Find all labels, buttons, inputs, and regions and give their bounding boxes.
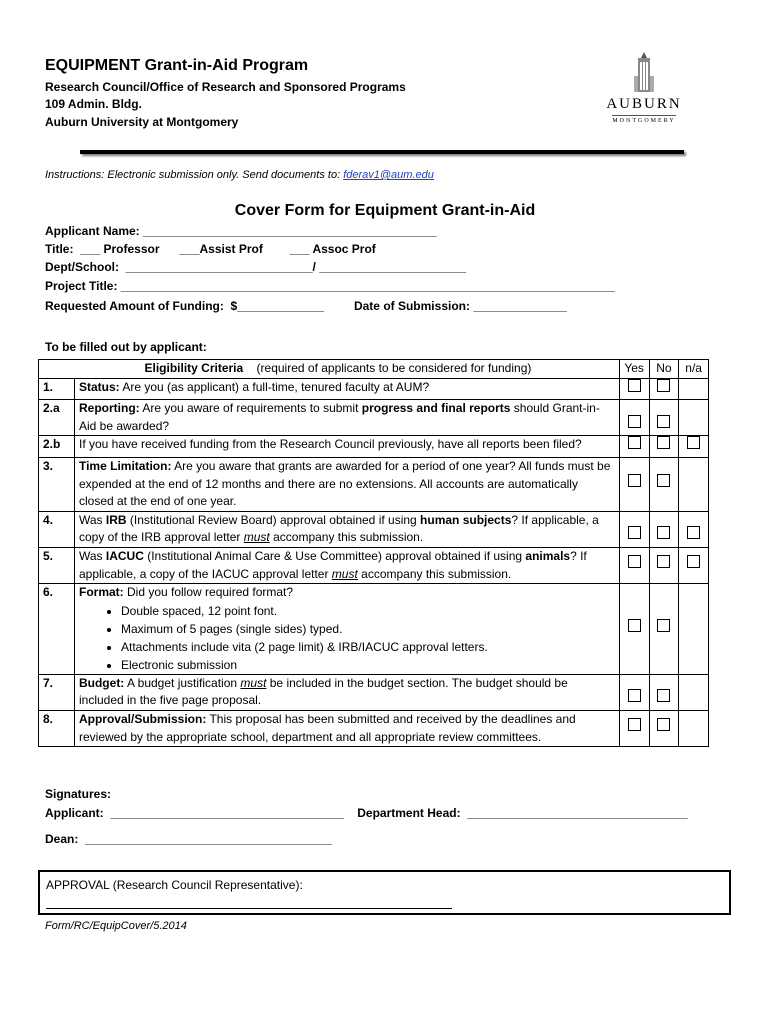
item-text: Was IACUC (Institutional Animal Care & Use Committee) approval obtained if using animals? If applicable, a copy of the IACUC approval letter must accompany this submission. — [74, 547, 619, 583]
na-cell — [679, 457, 709, 511]
item-text: Was IRB (Institutional Review Board) approval obtained if using human subjects? If applicable, a copy of the IRB approval letter must accompany this submission. — [74, 511, 619, 547]
no-checkbox[interactable] — [649, 457, 679, 511]
form-title: Cover Form for Equipment Grant-in-Aid — [234, 202, 536, 219]
item-text: Reporting: Are you aware of requirements to submit progress and final reports should Grant-in-Aid be awarded? — [74, 400, 619, 436]
item-number: 1. — [39, 378, 75, 400]
na-checkbox[interactable] — [679, 436, 709, 458]
yes-checkbox[interactable] — [619, 547, 649, 583]
criteria-title: Eligibility Criteria — [144, 361, 244, 375]
dept-school-field[interactable]: Dept/School: ____________________________/ ______________________ — [45, 260, 467, 274]
no-checkbox[interactable] — [649, 547, 679, 583]
table-row — [39, 436, 709, 458]
no-checkbox[interactable] — [649, 584, 679, 675]
form-code: Form/RC/EquipCover/5.2014 — [45, 920, 187, 932]
no-checkbox[interactable] — [649, 674, 679, 710]
item-text: If you have received funding from the Research Council previously, have all reports been filed? — [74, 436, 619, 458]
list-item: • Electronic submission — [121, 656, 615, 674]
no-checkbox[interactable] — [649, 436, 679, 458]
table-row — [39, 584, 709, 675]
list-item: • Attachments include vita (2 page limit) & IRB/IACUC approval letters. — [121, 638, 615, 656]
na-cell — [679, 710, 709, 746]
item-number: 4. — [39, 511, 75, 547]
criteria-note: (required of applicants to be considered for funding) — [256, 361, 532, 375]
item-number: 2.a — [39, 400, 75, 436]
na-checkbox[interactable] — [679, 547, 709, 583]
item-text: Format: Did you follow required format? • Double spaced, 12 point font. • Maximum of 5 pages (single sides) typed. • Attachments include vita (2 page limit) & IRB/IACUC approval letters. • Electronic submission — [74, 584, 619, 675]
building-line: 109 Admin. Bldg. — [45, 97, 142, 111]
title-field[interactable]: Title: ___ Professor ___Assist Prof ___ Assoc Prof — [45, 242, 376, 256]
eligibility-table — [38, 359, 709, 747]
yes-checkbox[interactable] — [619, 378, 649, 400]
applicant-signature-field[interactable]: Applicant: ___________________________________ Department Head: _________________________________ — [45, 806, 688, 820]
auburn-logo — [604, 52, 684, 134]
table-row — [39, 400, 709, 436]
no-header: No — [649, 360, 679, 379]
office-line: Research Council/Office of Research and Sponsored Programs — [45, 80, 406, 94]
item-number: 6. — [39, 584, 75, 675]
table-row — [39, 674, 709, 710]
funding-date-field[interactable]: Requested Amount of Funding: $_____________ Date of Submission: ______________ — [45, 299, 567, 313]
university-line: Auburn University at Montgomery — [45, 115, 239, 129]
criteria-header — [74, 360, 619, 379]
yes-checkbox[interactable] — [619, 674, 649, 710]
item-number: 5. — [39, 547, 75, 583]
na-cell — [679, 400, 709, 436]
header-rule — [80, 150, 684, 154]
yes-checkbox[interactable] — [619, 584, 649, 675]
applicant-name-field[interactable]: Applicant Name: ____________________________________________ — [45, 224, 437, 238]
na-header: n/a — [679, 360, 709, 379]
approval-box — [38, 870, 731, 915]
header-blank — [39, 360, 75, 379]
email-link[interactable]: fderav1@aum.edu — [343, 169, 434, 181]
dean-signature-field[interactable]: Dean: _____________________________________ — [45, 832, 332, 846]
logo-name: AUBURN — [606, 96, 682, 112]
program-title: EQUIPMENT Grant-in-Aid Program — [45, 57, 309, 74]
yes-checkbox[interactable] — [619, 436, 649, 458]
list-item: • Maximum of 5 pages (single sides) typed. — [121, 620, 615, 638]
item-text: Status: Are you (as applicant) a full-time, tenured faculty at AUM? — [74, 378, 619, 400]
no-checkbox[interactable] — [649, 710, 679, 746]
logo-divider — [612, 115, 676, 116]
yes-header: Yes — [619, 360, 649, 379]
table-row — [39, 710, 709, 746]
item-number: 8. — [39, 710, 75, 746]
no-checkbox[interactable] — [649, 511, 679, 547]
na-cell — [679, 674, 709, 710]
no-checkbox[interactable] — [649, 400, 679, 436]
item-number: 3. — [39, 457, 75, 511]
logo-sub: MONTGOMERY — [612, 118, 676, 124]
na-checkbox[interactable] — [679, 511, 709, 547]
table-row — [39, 511, 709, 547]
item-text: Approval/Submission: This proposal has been submitted and received by the deadlines and reviewed by the appropriate school, department and all appropriate review committees. — [74, 710, 619, 746]
yes-checkbox[interactable] — [619, 710, 649, 746]
instructions — [45, 169, 434, 181]
yes-checkbox[interactable] — [619, 511, 649, 547]
table-row — [39, 547, 709, 583]
item-number: 2.b — [39, 436, 75, 458]
na-cell — [679, 378, 709, 400]
item-text: Time Limitation: Are you aware that grants are awarded for a period of one year? All funds must be expended at the end of 12 months and there are no extensions. All accounts are automatically closed at the end of one year. — [74, 457, 619, 511]
table-header-row — [39, 360, 709, 379]
list-item: • Double spaced, 12 point font. — [121, 602, 615, 620]
table-row — [39, 457, 709, 511]
instructions-label: Instructions: — [45, 169, 105, 181]
table-row — [39, 378, 709, 400]
signatures-label: Signatures: — [45, 787, 112, 801]
project-title-field[interactable]: Project Title: __________________________________________________________________________ — [45, 279, 615, 293]
yes-checkbox[interactable] — [619, 457, 649, 511]
yes-checkbox[interactable] — [619, 400, 649, 436]
section-label: To be filled out by applicant: — [45, 340, 207, 354]
approval-label: APPROVAL (Research Council Representative): — [46, 878, 303, 892]
item-number: 7. — [39, 674, 75, 710]
no-checkbox[interactable] — [649, 378, 679, 400]
na-cell — [679, 584, 709, 675]
instructions-text: Electronic submission only. Send documents to: — [107, 169, 341, 181]
format-list — [79, 602, 615, 674]
item-text: Budget: A budget justification must be included in the budget section. The budget should be included in the five page proposal. — [74, 674, 619, 710]
approval-signature-line[interactable] — [46, 908, 452, 909]
tower-icon — [632, 52, 656, 92]
